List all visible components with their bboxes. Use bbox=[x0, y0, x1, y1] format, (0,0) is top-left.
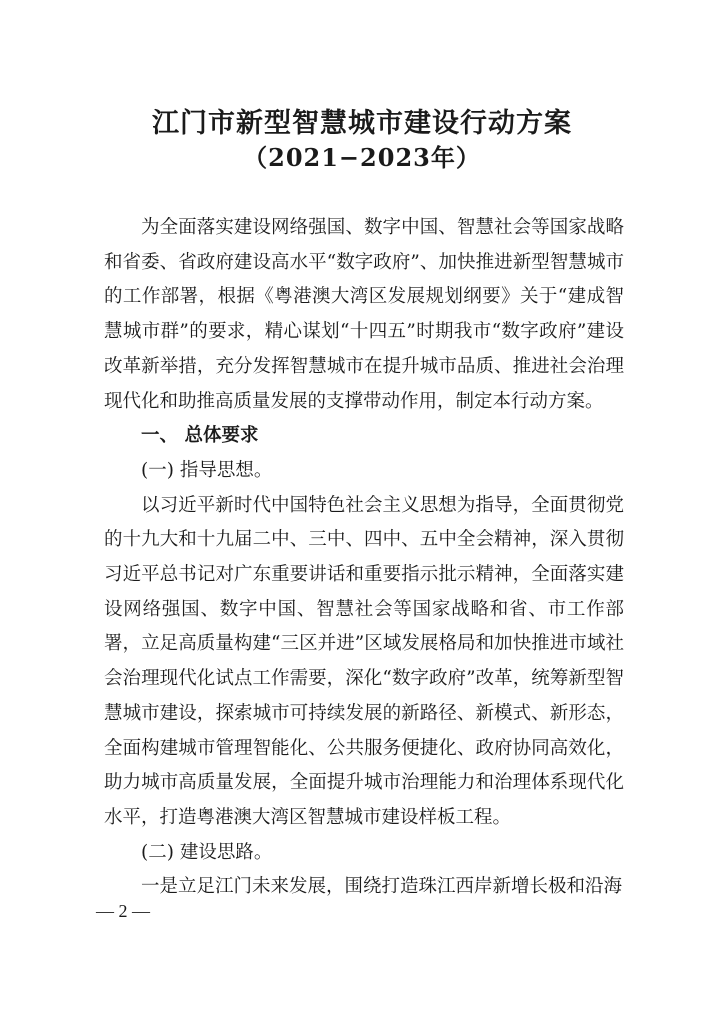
document-body bbox=[104, 211, 624, 905]
document-title: 江门市新型智慧城市建设行动方案 bbox=[152, 108, 572, 139]
subsection-heading: (二) 建设思路。 bbox=[141, 841, 273, 863]
page-number: — 2 — bbox=[96, 901, 150, 921]
section-heading: 一、 总体要求 bbox=[141, 425, 259, 447]
subsection-heading: (一) 指导思想。 bbox=[141, 459, 273, 481]
body-paragraph: 以习近平新时代中国特色社会主义思想为指导，全面贯彻党的十九大和十九届二中、三中、四中、五中全会精神，深入贯彻习近平总书记对广东重要讲话和重要指示批示精神，全面落实建设网络强国、数字中国、智慧社会等国家战略和省、市工作部署，立足高质量构建“三区并进”区域发展格局和加快推进市域社会治理现代化试点工作需要，深化“数字政府”改革，统筹新型智慧城市建设，探索城市可持续发展的新路径、新模式、新形态，全面构建城市管理智能化、公共服务便捷化、政府协同高效化，助力城市高质量发展，全面提升城市治理能力和治理体系现代化水平，打造粤港澳大湾区智慧城市建设样板工程。 bbox=[104, 494, 624, 828]
intro-paragraph: 为全面落实建设网络强国、数字中国、智慧社会等国家战略和省委、省政府建设高水平“数字政府”、加快推进新型智慧城市的工作部署，根据《粤港澳大湾区发展规划纲要》关于“建成智慧城市群”的要求，精心谋划“十四五”时期我市“数字政府”建设改革新举措，充分发挥智慧城市在提升城市品质、推进社会治理现代化和助推高质量发展的支撑带动作用，制定本行动方案。 bbox=[104, 217, 624, 412]
document-subtitle: （2021−2023年） bbox=[243, 143, 481, 172]
body-paragraph: 一是立足江门未来发展，围绕打造珠江西岸新增长极和沿海 bbox=[141, 876, 623, 898]
